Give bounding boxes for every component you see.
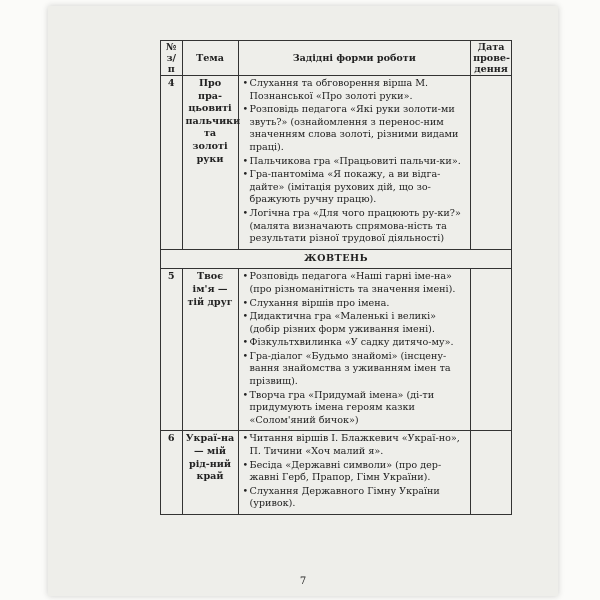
list-item: •Творча гра «Придумай імена» (ді-ти придумують імена героям казки «Солом'яний бичок») <box>242 389 435 426</box>
table-row <box>161 431 512 515</box>
list-item: •Розповідь педагога «Наші гарні іме-на» (про різноманітність та значення імені). <box>242 271 456 295</box>
row-date <box>471 76 512 250</box>
row-date <box>471 269 512 431</box>
table-header-row <box>161 41 512 76</box>
row-number: 6 <box>161 431 183 515</box>
forms-list <box>242 78 468 246</box>
row-forms <box>238 269 471 431</box>
row-number: 4 <box>161 76 183 250</box>
row-date <box>471 431 512 515</box>
header-num: № з/п <box>161 41 183 76</box>
row-theme: Украї-на — мій рід-ний край <box>182 431 238 515</box>
list-item: •Читання віршів І. Блажкевич «Украї-но», П. Тичини «Хоч малий я». <box>242 433 460 458</box>
row-number: 5 <box>161 269 183 431</box>
list-item: •Слухання Державного Гімну України (уривок). <box>242 485 440 510</box>
list-item: •Розповідь педагога «Які руки золоти-ми звуть?» (ознайомлення з перенос-ним значенням слова золоті, різними видами праці). <box>242 104 459 153</box>
list-item: •Гра-діалог «Будьмо знайомі» (інсцену-вання знайомства з уживанням імен та прізвищ). <box>242 350 451 388</box>
row-forms <box>238 76 471 250</box>
table-row <box>161 76 512 250</box>
row-forms <box>238 431 471 515</box>
list-item: •Бесіда «Державні символи» (про дер-жавні Герб, Прапор, Гімн України). <box>242 459 442 484</box>
page-number: 7 <box>299 576 307 587</box>
row-theme: Твоє ім'я — тій друг <box>182 269 238 431</box>
list-item: •Слухання віршів про імена. <box>242 297 390 309</box>
list-item: •Дидактична гра «Маленькі і великі» (добір різних форм уживання імені). <box>242 311 437 335</box>
forms-list <box>242 433 468 511</box>
month-row <box>161 249 512 269</box>
list-item: •Гра-пантоміма «Я покажу, а ви відга-дайте» (імітація рухових дій, що зо-бражують ручну працю). <box>242 169 441 206</box>
forms-list <box>242 271 468 427</box>
month-heading: ЖОВТЕНЬ <box>161 249 512 269</box>
row-theme: Про пра-цьовиті пальчики та золоті руки <box>182 76 238 250</box>
book-page <box>48 6 558 596</box>
activity-table <box>160 40 512 515</box>
list-item: •Слухання та обговорення вірша М. Познанської «Про золоті руки». <box>242 78 429 102</box>
table-row <box>161 269 512 431</box>
list-item: •Фізкультхвилинка «У садку дитячо-му». <box>242 337 454 349</box>
list-item: •Логічна гра «Для чого працюють ру-ки?» (малята визначають спрямова-ність та результати різної трудової діяльності) <box>242 207 461 245</box>
list-item: •Пальчикова гра «Працьовиті пальчи-ки». <box>242 155 461 167</box>
header-date: Дата прове-дення <box>471 41 512 76</box>
header-forms: Задідні форми роботи <box>238 41 471 76</box>
header-theme: Тема <box>182 41 238 76</box>
